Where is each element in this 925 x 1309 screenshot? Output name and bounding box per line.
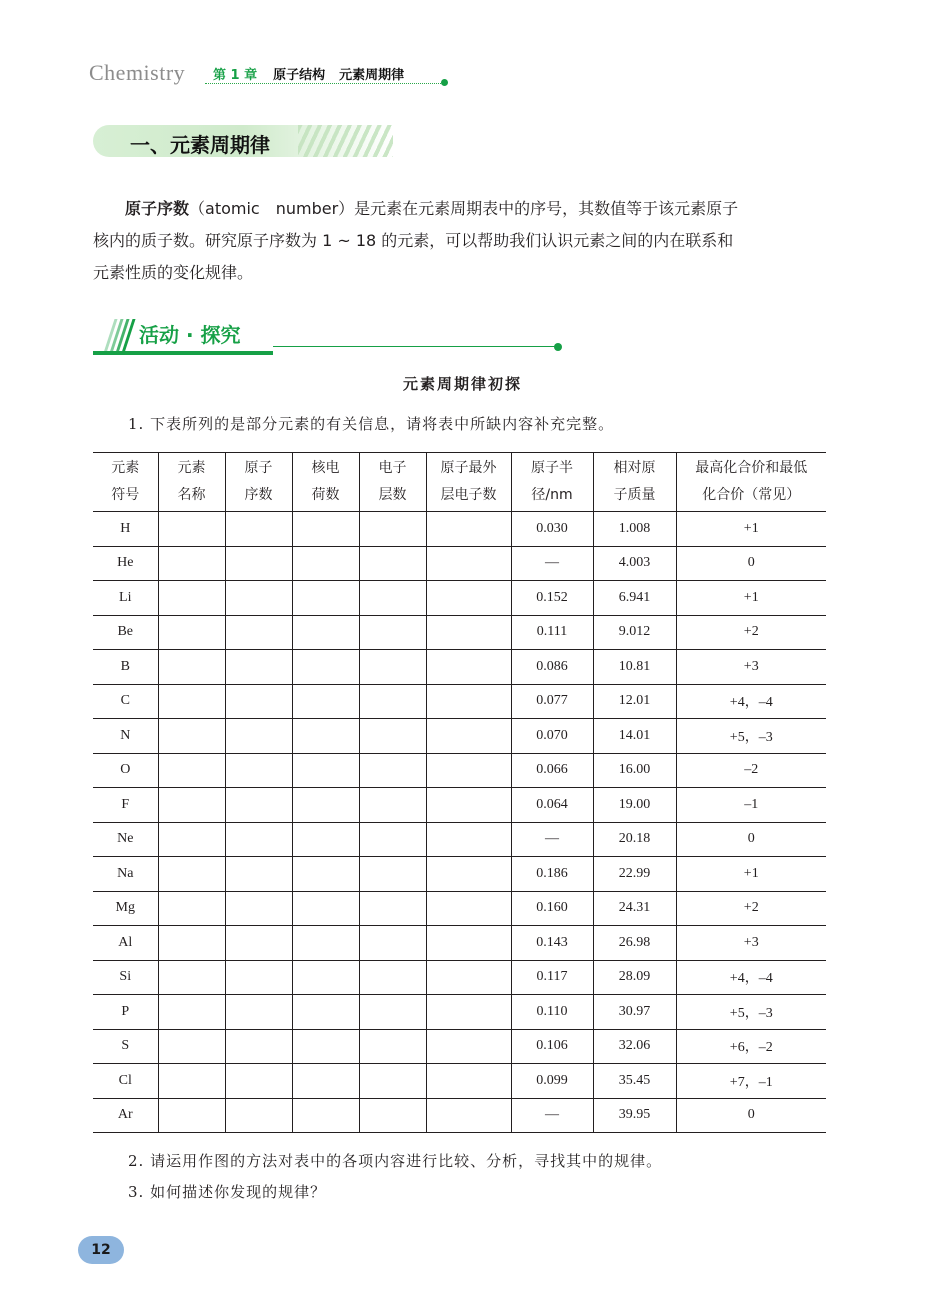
cell-valence-electrons[interactable] [426,1029,511,1064]
cell-valence-electrons[interactable] [426,1098,511,1133]
cell-name[interactable] [158,822,225,857]
header-mass: 相对原 子质量 [593,453,676,512]
cell-radius: 0.111 [511,615,593,650]
cell-symbol: He [93,546,158,581]
cell-shells[interactable] [359,822,426,857]
cell-nuclear-charge[interactable] [292,1029,359,1064]
chapter-part1: 原子结构 [273,68,326,83]
cell-mass: 14.01 [593,719,676,754]
element-table [93,452,826,1133]
table-row [93,995,826,1030]
cell-shells[interactable] [359,891,426,926]
cell-shells[interactable] [359,546,426,581]
cell-valence-electrons[interactable] [426,857,511,892]
activity-subtitle: 元素周期律初探 [402,375,522,393]
cell-symbol: Li [93,581,158,616]
cell-name[interactable] [158,960,225,995]
cell-nuclear-charge[interactable] [292,1098,359,1133]
cell-nuclear-charge[interactable] [292,512,359,547]
cell-valence: +4，–4 [676,684,826,719]
cell-symbol: O [93,753,158,788]
activity-banner [93,316,563,360]
cell-radius: — [511,1098,593,1133]
table-row [93,891,826,926]
cell-mass: 39.95 [593,1098,676,1133]
intro-paragraph [93,193,828,289]
cell-atomic-number[interactable] [225,891,292,926]
cell-nuclear-charge[interactable] [292,684,359,719]
cell-name[interactable] [158,719,225,754]
cell-shells[interactable] [359,1064,426,1099]
cell-atomic-number[interactable] [225,650,292,685]
cell-nuclear-charge[interactable] [292,615,359,650]
cell-atomic-number[interactable] [225,857,292,892]
cell-name[interactable] [158,1064,225,1099]
cell-mass: 22.99 [593,857,676,892]
cell-mass: 9.012 [593,615,676,650]
header-valence-electrons: 原子最外 层电子数 [426,453,511,512]
cell-mass: 16.00 [593,753,676,788]
cell-shells[interactable] [359,719,426,754]
header-valence: 最高化合价和最低 化合价（常见） [676,453,826,512]
cell-radius: 0.064 [511,788,593,823]
table-row [93,1029,826,1064]
cell-mass: 6.941 [593,581,676,616]
cell-radius: 0.110 [511,995,593,1030]
cell-nuclear-charge[interactable] [292,546,359,581]
chapter-title [213,64,404,83]
cell-mass: 32.06 [593,1029,676,1064]
cell-valence: +5，–3 [676,995,826,1030]
cell-symbol: C [93,684,158,719]
cell-radius: — [511,546,593,581]
cell-symbol: Si [93,960,158,995]
cell-nuclear-charge[interactable] [292,753,359,788]
cell-valence: –1 [676,788,826,823]
table-row [93,581,826,616]
header-symbol: 元素 符号 [93,453,158,512]
cell-atomic-number[interactable] [225,512,292,547]
cell-mass: 24.31 [593,891,676,926]
cell-radius: 0.070 [511,719,593,754]
cell-radius: 0.066 [511,753,593,788]
header-atomic-number: 原子 序数 [225,453,292,512]
cell-valence-electrons[interactable] [426,753,511,788]
table-row [93,1098,826,1133]
cell-name[interactable] [158,650,225,685]
activity-dot [554,343,562,351]
cell-valence-electrons[interactable] [426,788,511,823]
cell-valence: +2 [676,615,826,650]
cell-valence: +5，–3 [676,719,826,754]
cell-atomic-number[interactable] [225,753,292,788]
cell-valence-electrons[interactable] [426,546,511,581]
cell-name[interactable] [158,857,225,892]
activity-underline [93,351,273,355]
cell-name[interactable] [158,1098,225,1133]
cell-name[interactable] [158,512,225,547]
cell-mass: 20.18 [593,822,676,857]
table-row [93,788,826,823]
cell-nuclear-charge[interactable] [292,926,359,961]
header-nuclear-charge: 核电 荷数 [292,453,359,512]
cell-valence-electrons[interactable] [426,684,511,719]
cell-valence: +7，–1 [676,1064,826,1099]
cell-nuclear-charge[interactable] [292,1064,359,1099]
cell-shells[interactable] [359,581,426,616]
cell-atomic-number[interactable] [225,1064,292,1099]
cell-shells[interactable] [359,857,426,892]
cell-shells[interactable] [359,1029,426,1064]
cell-radius: 0.099 [511,1064,593,1099]
cell-valence: +1 [676,512,826,547]
header-dot [441,79,448,86]
intro-line-1 [93,193,828,225]
cell-atomic-number[interactable] [225,1098,292,1133]
chapter-part2: 元素周期律 [339,68,405,83]
cell-atomic-number[interactable] [225,719,292,754]
question-1: 1. 下表所列的是部分元素的有关信息，请将表中所缺内容补充完整。 [128,415,615,433]
cell-name[interactable] [158,546,225,581]
cell-name[interactable] [158,926,225,961]
cell-shells[interactable] [359,1098,426,1133]
brand-title: Chemistry [89,60,186,85]
cell-nuclear-charge[interactable] [292,857,359,892]
cell-valence: +3 [676,650,826,685]
cell-mass: 28.09 [593,960,676,995]
cell-shells[interactable] [359,684,426,719]
cell-valence-electrons[interactable] [426,650,511,685]
cell-name[interactable] [158,995,225,1030]
cell-symbol: F [93,788,158,823]
intro-term: 原子序数 [125,199,190,218]
table-header-row [93,453,826,512]
intro-line-1-text: （atomic number）是元素在元素周期表中的序号，其数值等于该元素原子 [189,199,739,218]
cell-nuclear-charge[interactable] [292,581,359,616]
cell-symbol: N [93,719,158,754]
cell-valence-electrons[interactable] [426,719,511,754]
table-row [93,822,826,857]
cell-valence: +2 [676,891,826,926]
cell-name[interactable] [158,684,225,719]
cell-shells[interactable] [359,926,426,961]
table-row [93,960,826,995]
intro-line-2: 核内的质子数。研究原子序数为 1 ~ 18 的元素，可以帮助我们认识元素之间的内在联系和 [93,231,734,250]
cell-radius: 0.106 [511,1029,593,1064]
cell-mass: 30.97 [593,995,676,1030]
cell-atomic-number[interactable] [225,684,292,719]
question-2: 2. 请运用作图的方法对表中的各项内容进行比较、分析，寻找其中的规律。 [128,1152,663,1170]
activity-rule [273,346,557,347]
cell-mass: 35.45 [593,1064,676,1099]
cell-nuclear-charge[interactable] [292,788,359,823]
cell-name[interactable] [158,788,225,823]
cell-mass: 26.98 [593,926,676,961]
cell-symbol: H [93,512,158,547]
cell-radius: 0.160 [511,891,593,926]
cell-name[interactable] [158,1029,225,1064]
cell-mass: 4.003 [593,546,676,581]
cell-nuclear-charge[interactable] [292,650,359,685]
header-name: 元素 名称 [158,453,225,512]
page-number: 12 [78,1236,124,1264]
cell-valence: 0 [676,822,826,857]
cell-atomic-number[interactable] [225,926,292,961]
cell-radius: 0.186 [511,857,593,892]
table-row [93,615,826,650]
cell-atomic-number[interactable] [225,581,292,616]
cell-symbol: Ne [93,822,158,857]
cell-radius: 0.117 [511,960,593,995]
cell-name[interactable] [158,581,225,616]
table-row [93,650,826,685]
cell-valence: +1 [676,857,826,892]
cell-atomic-number[interactable] [225,1029,292,1064]
cell-radius: 0.143 [511,926,593,961]
cell-shells[interactable] [359,995,426,1030]
cell-symbol: Cl [93,1064,158,1099]
cell-name[interactable] [158,891,225,926]
cell-valence: –2 [676,753,826,788]
cell-nuclear-charge[interactable] [292,960,359,995]
cell-valence-electrons[interactable] [426,891,511,926]
cell-name[interactable] [158,753,225,788]
cell-nuclear-charge[interactable] [292,995,359,1030]
cell-shells[interactable] [359,960,426,995]
header-shells: 电子 层数 [359,453,426,512]
cell-valence: +4，–4 [676,960,826,995]
cell-mass: 12.01 [593,684,676,719]
cell-shells[interactable] [359,788,426,823]
cell-valence: +1 [676,581,826,616]
cell-nuclear-charge[interactable] [292,719,359,754]
page-header [89,58,449,88]
cell-shells[interactable] [359,753,426,788]
cell-valence: 0 [676,546,826,581]
cell-symbol: Be [93,615,158,650]
cell-valence: +3 [676,926,826,961]
cell-mass: 10.81 [593,650,676,685]
cell-valence-electrons[interactable] [426,581,511,616]
cell-valence-electrons[interactable] [426,512,511,547]
question-3: 3. 如何描述你发现的规律？ [128,1183,327,1201]
cell-atomic-number[interactable] [225,822,292,857]
intro-line-3: 元素性质的变化规律。 [93,263,254,282]
cell-mass: 1.008 [593,512,676,547]
table-row [93,719,826,754]
cell-radius: 0.077 [511,684,593,719]
cell-mass: 19.00 [593,788,676,823]
header-dotted-line [205,83,445,84]
cell-valence-electrons[interactable] [426,615,511,650]
cell-nuclear-charge[interactable] [292,891,359,926]
cell-radius: 0.086 [511,650,593,685]
cell-atomic-number[interactable] [225,788,292,823]
section-title: 一、元素周期律 [130,133,270,157]
chapter-number: 第 1 章 [213,68,258,83]
cell-valence-electrons[interactable] [426,960,511,995]
header-radius: 原子半 径/nm [511,453,593,512]
cell-symbol: Na [93,857,158,892]
table-row [93,926,826,961]
cell-shells[interactable] [359,615,426,650]
cell-valence-electrons[interactable] [426,995,511,1030]
cell-symbol: B [93,650,158,685]
table-row [93,1064,826,1099]
cell-name[interactable] [158,615,225,650]
cell-valence: +6，–2 [676,1029,826,1064]
table-row [93,512,826,547]
cell-valence-electrons[interactable] [426,926,511,961]
cell-atomic-number[interactable] [225,995,292,1030]
cell-atomic-number[interactable] [225,546,292,581]
cell-nuclear-charge[interactable] [292,822,359,857]
cell-valence-electrons[interactable] [426,822,511,857]
cell-radius: 0.152 [511,581,593,616]
cell-valence: 0 [676,1098,826,1133]
cell-atomic-number[interactable] [225,960,292,995]
cell-radius: 0.030 [511,512,593,547]
activity-stripes-icon [93,319,129,353]
cell-shells[interactable] [359,650,426,685]
cell-symbol: Al [93,926,158,961]
cell-symbol: Mg [93,891,158,926]
table-row [93,546,826,581]
table-row [93,753,826,788]
activity-title: 活动 · 探究 [139,323,241,347]
cell-valence-electrons[interactable] [426,1064,511,1099]
cell-symbol: Ar [93,1098,158,1133]
cell-radius: — [511,822,593,857]
cell-symbol: S [93,1029,158,1064]
cell-symbol: P [93,995,158,1030]
table-row [93,684,826,719]
table-row [93,857,826,892]
cell-shells[interactable] [359,512,426,547]
cell-atomic-number[interactable] [225,615,292,650]
banner-stripes [298,125,393,157]
